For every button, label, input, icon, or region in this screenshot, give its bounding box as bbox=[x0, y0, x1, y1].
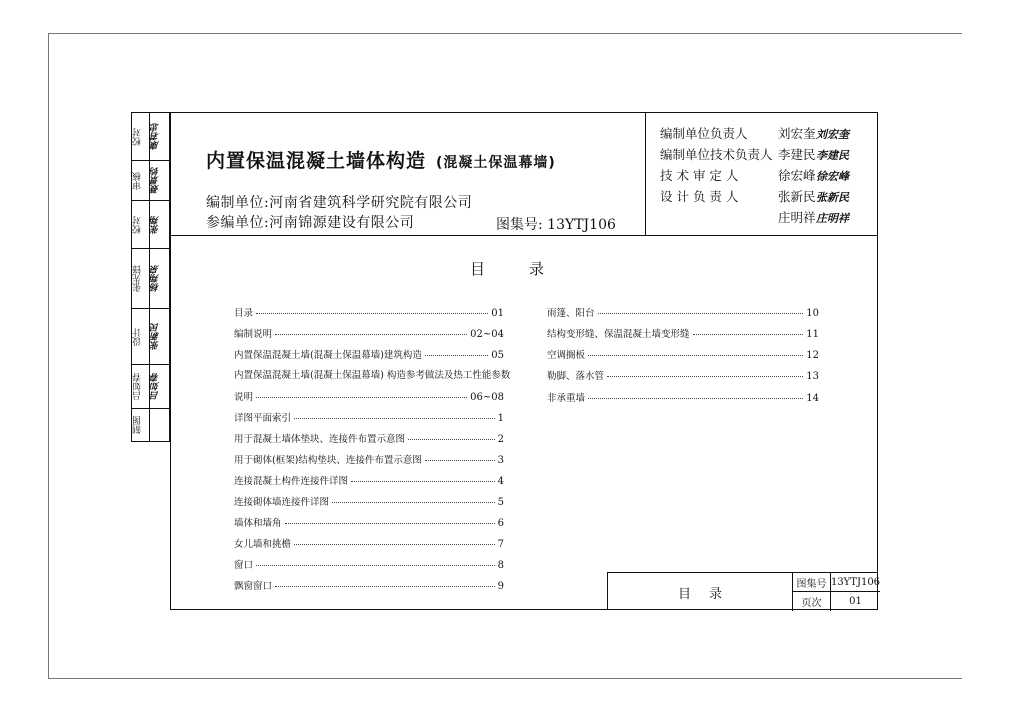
toc-leader bbox=[256, 313, 488, 314]
responsibility-row bbox=[660, 145, 849, 163]
stamp-column bbox=[131, 112, 170, 442]
toc-entry-title: 雨篷、阳台 bbox=[547, 308, 595, 319]
toc-leader bbox=[588, 355, 803, 356]
atlas-number: 图集号: 13YTJ106 bbox=[496, 217, 616, 233]
toc-entry-title: 连接混凝土构件连接件详图 bbox=[234, 476, 349, 487]
toc-entry-title: 勒脚、落水管 bbox=[547, 371, 605, 382]
toc-entry-page: 06~08 bbox=[470, 392, 504, 403]
toc-entry-title: 窗口 bbox=[234, 560, 254, 571]
toc-entry-page: 2 bbox=[497, 434, 504, 445]
page-label: 页次 bbox=[793, 592, 831, 611]
stamp-cell bbox=[132, 161, 169, 201]
responsibility-row bbox=[660, 124, 849, 142]
resp-role: 编制单位技术负责人 bbox=[660, 147, 773, 162]
toc-entry[interactable] bbox=[547, 390, 819, 404]
toc-entry-title: 内置保温混凝土墙(混凝土保温幕墙)建筑构造 bbox=[234, 350, 422, 361]
stamp-role: 张先锋 bbox=[133, 265, 143, 293]
toc-entry-page: 9 bbox=[497, 581, 504, 592]
toc-entry-title: 编制说明 bbox=[234, 329, 273, 340]
stamp-role: 吕如春 bbox=[133, 373, 143, 401]
responsibility-row bbox=[660, 187, 849, 205]
stamp-cell bbox=[132, 113, 169, 161]
toc-entry[interactable] bbox=[234, 557, 504, 571]
toc-entry-title: 用于砌体(框架)结构垫块、连接件布置示意图 bbox=[234, 455, 422, 466]
toc-leader bbox=[693, 334, 804, 335]
toc-entry[interactable] bbox=[234, 326, 504, 340]
scan-border-bottom bbox=[48, 678, 962, 679]
toc-entry[interactable] bbox=[234, 410, 504, 424]
toc-leader bbox=[275, 334, 467, 335]
toc-heading-a: 目 bbox=[470, 260, 486, 278]
document-header bbox=[170, 112, 878, 236]
toc-leader bbox=[588, 398, 803, 399]
toc-leader bbox=[275, 586, 495, 587]
atlas-value: 13YTJ106 bbox=[831, 573, 880, 592]
toc-entry-title: 内置保温混凝土墙(混凝土保温幕墙) 构造参考做法及热工性能参数 bbox=[234, 370, 511, 381]
resp-role: 设 计 负 责 人 bbox=[660, 189, 739, 204]
toc-leader bbox=[351, 481, 495, 482]
toc-entry-title: 墙体和墙角 bbox=[234, 518, 282, 529]
stamp-signature: 吕如春 bbox=[151, 373, 161, 401]
toc-entry[interactable] bbox=[234, 536, 504, 550]
stamp-role: 制图 bbox=[133, 416, 143, 434]
stamp-cell bbox=[132, 409, 169, 441]
toc-entry[interactable] bbox=[234, 367, 519, 381]
toc-entry-page: 14 bbox=[806, 393, 819, 404]
stamp-role: 审核 bbox=[133, 172, 143, 190]
title-block bbox=[607, 572, 881, 610]
stamp-signature: 杨翔泉 bbox=[151, 265, 161, 293]
toc-leader bbox=[294, 418, 495, 419]
responsibility-block bbox=[645, 112, 878, 236]
stamp-signature bbox=[151, 413, 169, 437]
stamp-cell bbox=[132, 309, 169, 365]
toc-heading bbox=[470, 258, 544, 279]
toc-leader bbox=[256, 565, 495, 566]
toc-entry[interactable] bbox=[234, 578, 504, 592]
toc-leader bbox=[294, 544, 495, 545]
toc-entry-title: 目录 bbox=[234, 308, 254, 319]
toc-leader bbox=[425, 460, 495, 461]
toc-entry[interactable] bbox=[547, 305, 819, 319]
resp-name: 刘宏奎 bbox=[778, 126, 816, 141]
scan-border-top bbox=[48, 33, 962, 34]
toc-leader bbox=[425, 355, 488, 356]
resp-signature: 徐宏峰 bbox=[816, 170, 849, 183]
toc-entry-page: 11 bbox=[806, 329, 819, 340]
toc-entry-page: 1 bbox=[497, 413, 504, 424]
toc-entry-title: 详图平面索引 bbox=[234, 413, 292, 424]
document-title bbox=[206, 146, 556, 173]
toc-leader bbox=[332, 502, 495, 503]
scan-border-left bbox=[48, 33, 49, 679]
title-block-grid bbox=[792, 573, 879, 611]
toc-entry-title: 结构变形缝、保温混凝土墙变形缝 bbox=[547, 329, 690, 340]
toc-entry-page: 01 bbox=[491, 308, 504, 319]
stamp-signature: 聂景钧 bbox=[151, 167, 161, 195]
toc-leader bbox=[256, 397, 467, 398]
toc-entry[interactable] bbox=[547, 326, 819, 340]
toc-entry-page: 3 bbox=[497, 455, 504, 466]
toc-entry-title: 说明 bbox=[234, 392, 254, 403]
toc-entry-title: 女儿墙和挑檐 bbox=[234, 539, 292, 550]
stamp-cell bbox=[132, 249, 169, 309]
title-subtitle: (混凝土保温幕墙) bbox=[436, 155, 556, 171]
resp-name: 李建民 bbox=[778, 147, 816, 162]
toc-entry[interactable] bbox=[234, 452, 504, 466]
title-text: 内置保温混凝土墙体构造 bbox=[206, 150, 427, 172]
toc-entry[interactable] bbox=[234, 431, 504, 445]
toc-leader bbox=[598, 313, 804, 314]
resp-name: 张新民 bbox=[778, 189, 816, 204]
toc-entry[interactable] bbox=[234, 305, 504, 319]
resp-signature: 刘宏奎 bbox=[816, 128, 849, 141]
title-block-name: 目录 bbox=[677, 586, 740, 602]
resp-signature: 庄明祥 bbox=[816, 212, 849, 225]
toc-entry-page: 12 bbox=[806, 350, 819, 361]
toc-entry-page: 8 bbox=[497, 560, 504, 571]
stamp-cell bbox=[132, 365, 169, 409]
toc-entry[interactable] bbox=[547, 368, 819, 382]
toc-entry-title: 连接砌体墙连接件详图 bbox=[234, 497, 330, 508]
page-value: 01 bbox=[849, 596, 862, 607]
resp-name: 徐宏峰 bbox=[778, 168, 816, 183]
stamp-cell bbox=[132, 201, 169, 249]
stamp-role: 校对 bbox=[133, 216, 143, 234]
toc-entry-page: 6 bbox=[497, 518, 504, 529]
stamp-role: 校对 bbox=[133, 128, 143, 146]
toc-entry-title: 非承重墙 bbox=[547, 393, 586, 404]
stamp-signature: 张翔 bbox=[151, 216, 161, 234]
toc-heading-b: 录 bbox=[529, 260, 545, 278]
resp-role: 技 术 审 定 人 bbox=[660, 168, 739, 183]
atlas-label: 图集号 bbox=[793, 573, 831, 592]
toc-entry-page: 5 bbox=[497, 497, 504, 508]
toc-entry-page: 10 bbox=[806, 308, 819, 319]
resp-signature: 李建民 bbox=[816, 149, 849, 162]
resp-signature: 张新民 bbox=[816, 191, 849, 204]
toc-leader bbox=[408, 439, 495, 440]
toc-leader bbox=[607, 376, 803, 377]
toc-entry-page: 7 bbox=[497, 539, 504, 550]
toc-entry-page: 02~04 bbox=[470, 329, 504, 340]
toc-entry[interactable] bbox=[234, 347, 504, 361]
toc-entry[interactable] bbox=[234, 473, 504, 487]
resp-name: 庄明祥 bbox=[778, 210, 816, 225]
toc-entry-page: 13 bbox=[806, 371, 819, 382]
toc-entry-title: 用于混凝土墙体垫块、连接件布置示意图 bbox=[234, 434, 406, 445]
responsibility-row bbox=[660, 208, 849, 226]
co-compiler-unit: 参编单位:河南锦源建设有限公司 bbox=[206, 215, 415, 231]
compiler-unit: 编制单位:河南省建筑科学研究院有限公司 bbox=[206, 195, 473, 211]
stamp-role: 设计 bbox=[133, 328, 143, 346]
toc-entry[interactable] bbox=[547, 347, 819, 361]
toc-entry[interactable] bbox=[234, 389, 504, 403]
toc-leader bbox=[285, 523, 495, 524]
toc-entry-page: 05 bbox=[491, 350, 504, 361]
toc-entry[interactable] bbox=[234, 515, 504, 529]
resp-role: 编制单位负责人 bbox=[660, 126, 748, 141]
toc-entry-title: 空调搁板 bbox=[547, 350, 586, 361]
toc-entry-title: 飘窗窗口 bbox=[234, 581, 273, 592]
responsibility-row bbox=[660, 166, 849, 184]
toc-entry-page: 4 bbox=[497, 476, 504, 487]
stamp-signature: 康君忠 bbox=[151, 123, 161, 151]
stamp-signature: 张新民 bbox=[151, 323, 161, 351]
toc-entry[interactable] bbox=[234, 494, 504, 508]
